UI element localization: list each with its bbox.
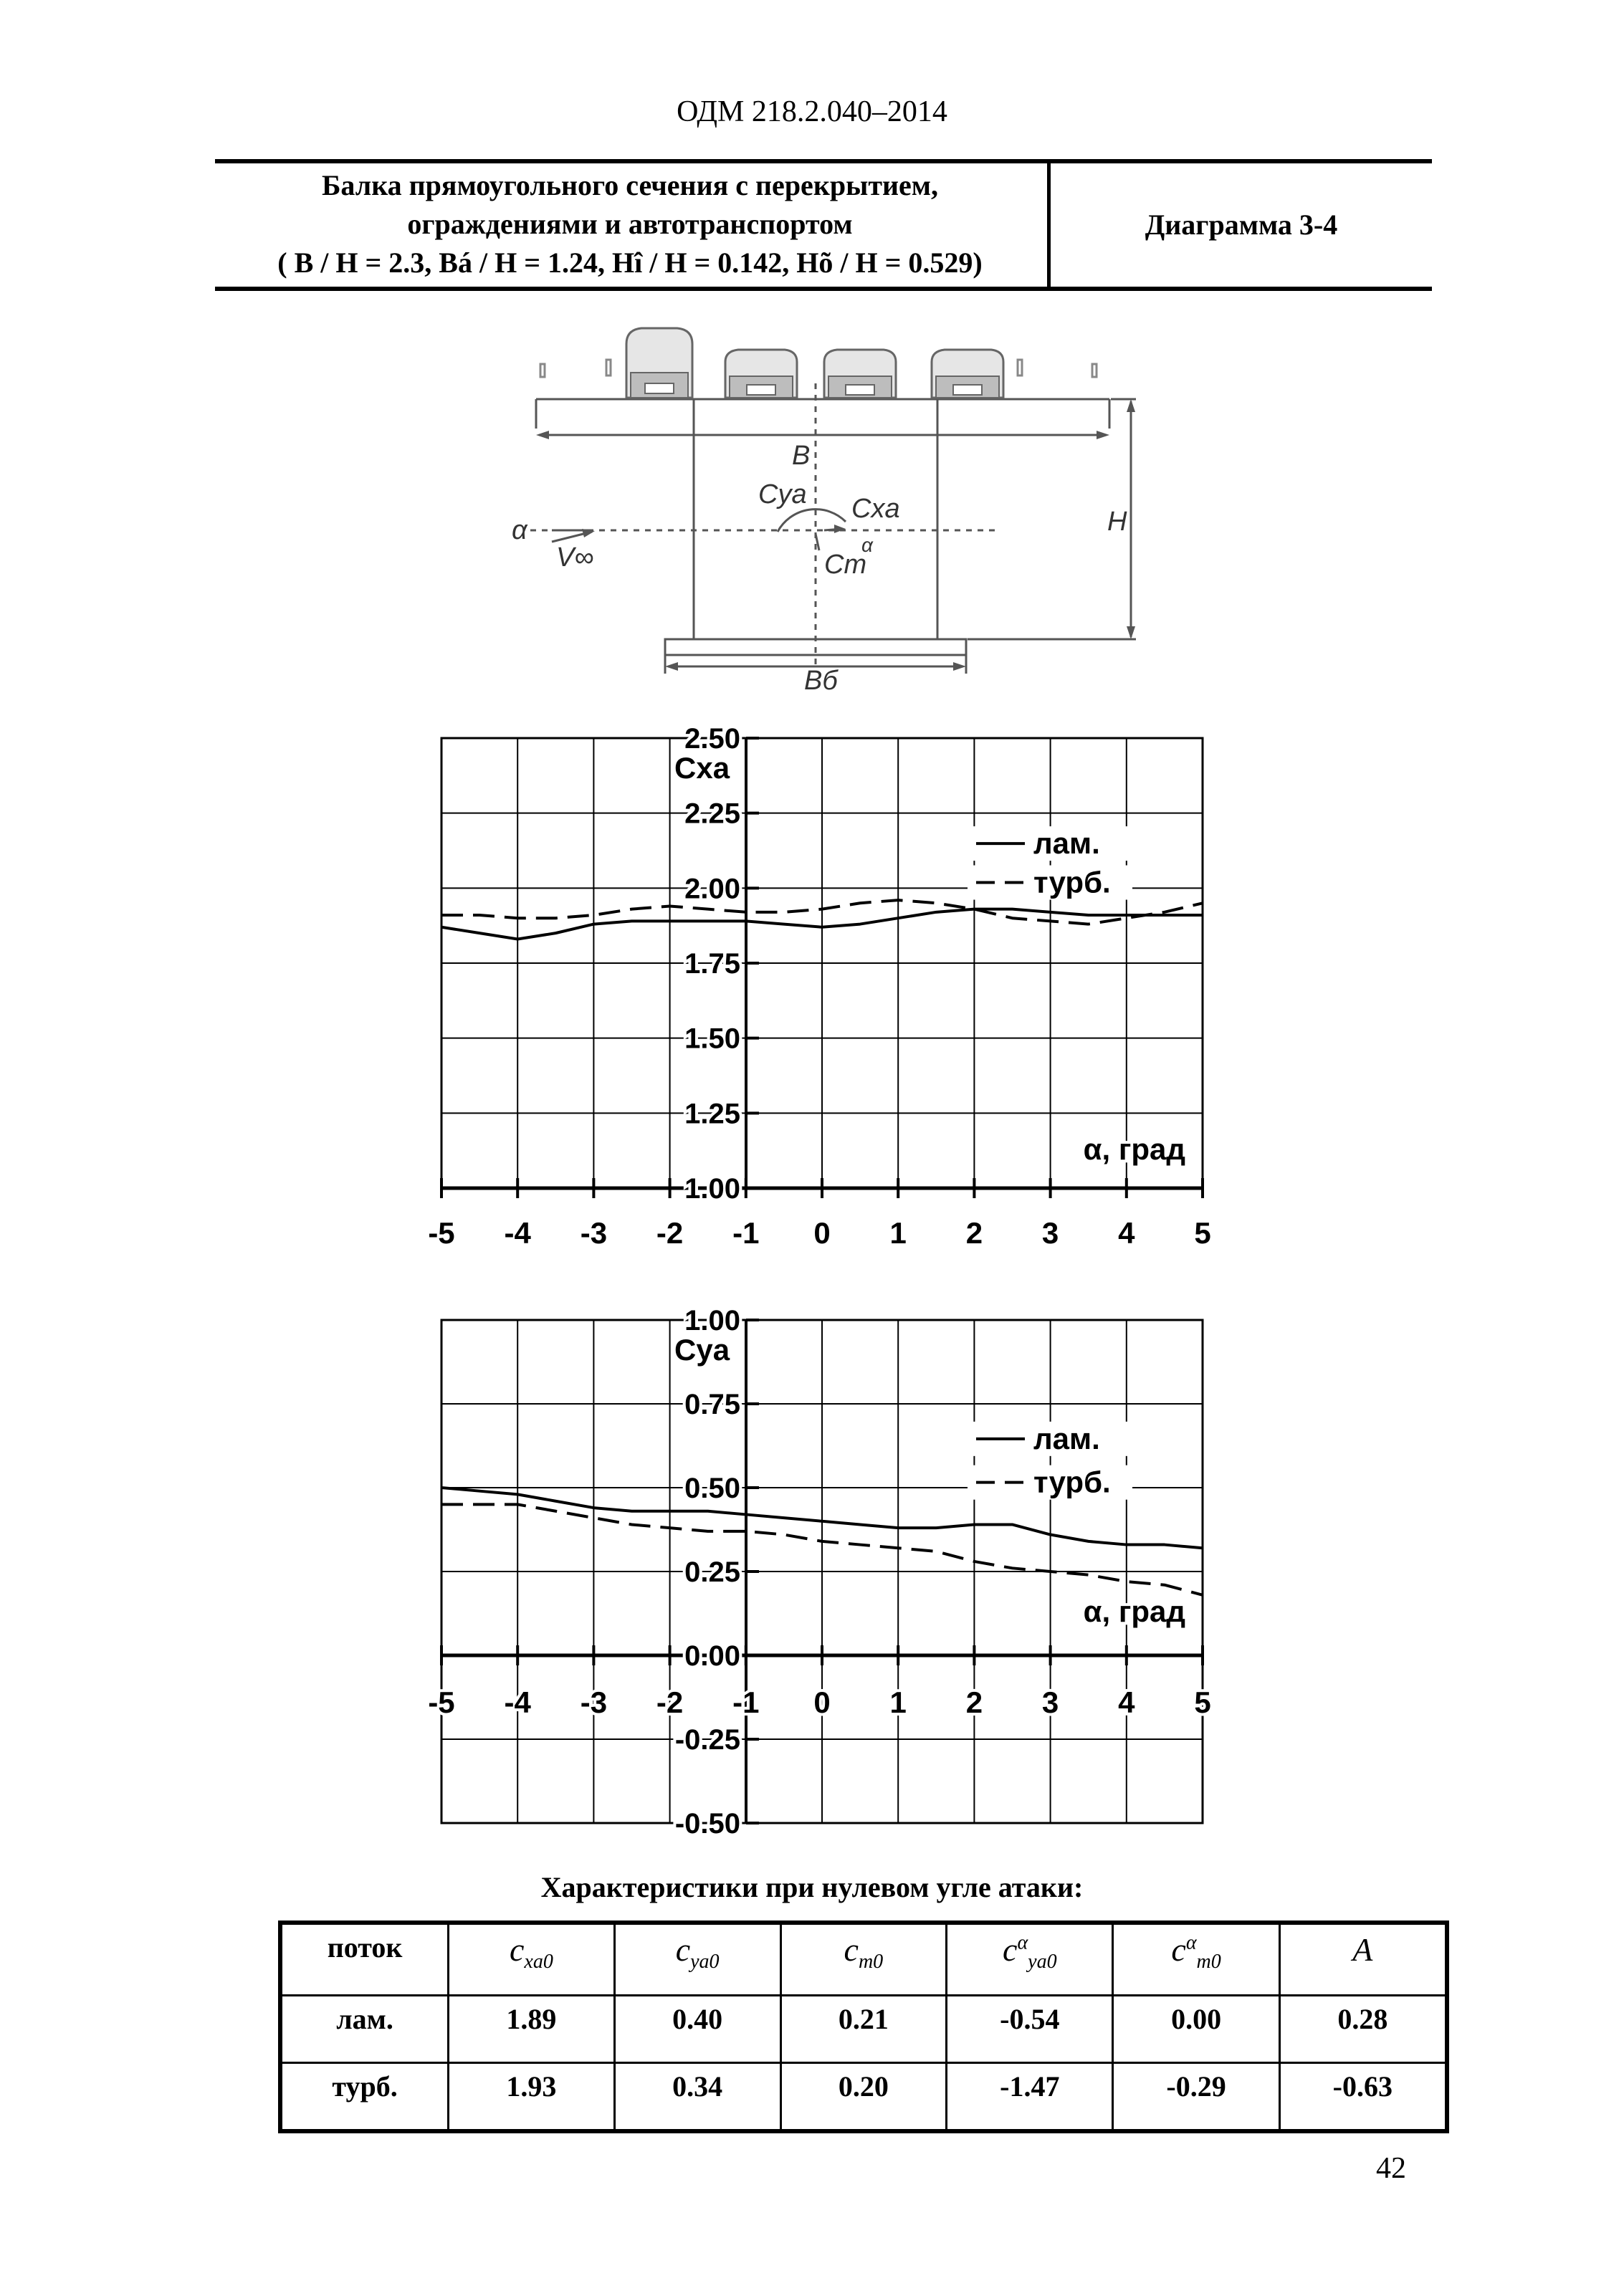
table-cell: 0.34 bbox=[614, 2063, 780, 2132]
coef-superscript: α bbox=[1185, 1931, 1197, 1954]
cxa-chart-group bbox=[428, 723, 1210, 1250]
characteristics-table bbox=[278, 1920, 1449, 2133]
y-tick-label: 0.00 bbox=[684, 1640, 740, 1672]
label-width: B bbox=[792, 441, 811, 471]
coef-subscript: m0 bbox=[858, 1951, 884, 1974]
x-tick-label: -5 bbox=[428, 1216, 455, 1250]
label-cya: Cya bbox=[758, 479, 807, 510]
coef-symbol: c bbox=[509, 1931, 525, 1968]
y-tick-label: 2.50 bbox=[684, 723, 740, 755]
y-tick-label: 1.50 bbox=[684, 1023, 740, 1055]
label-velocity: V∞ bbox=[556, 542, 594, 573]
x-tick-label: 1 bbox=[889, 1216, 907, 1250]
y-tick-label: 1.25 bbox=[684, 1098, 740, 1130]
y-tick-label: -0.25 bbox=[674, 1724, 740, 1756]
legend-label: лам. bbox=[1033, 826, 1100, 861]
table-row bbox=[280, 1996, 1447, 2063]
table-cell: 0.00 bbox=[1113, 1996, 1279, 2063]
column-header-a bbox=[1279, 1923, 1447, 1996]
table-cell: турб. bbox=[280, 2063, 449, 2132]
column-header-cm0 bbox=[780, 1923, 947, 1996]
x-tick-label: -2 bbox=[656, 1685, 684, 1719]
x-tick-label: -3 bbox=[580, 1216, 608, 1250]
y-tick-label: 0.50 bbox=[684, 1473, 740, 1504]
table-cell: 0.20 bbox=[780, 2063, 947, 2132]
table-cell: -1.47 bbox=[947, 2063, 1113, 2132]
x-tick-label: 2 bbox=[965, 1216, 983, 1250]
x-tick-label: 0 bbox=[813, 1685, 831, 1719]
x-tick-label: 1 bbox=[889, 1685, 907, 1719]
column-header-cya0-alpha bbox=[947, 1923, 1113, 1996]
y-tick-label: -0.50 bbox=[674, 1808, 740, 1840]
coef-subscript: m0 bbox=[1196, 1951, 1221, 1974]
table-cell: -0.63 bbox=[1279, 2063, 1447, 2132]
y-axis-label: Cxa bbox=[674, 751, 730, 785]
coef-symbol: c bbox=[675, 1931, 691, 1968]
column-header-cm0-alpha bbox=[1113, 1923, 1279, 1996]
x-tick-label: 5 bbox=[1194, 1685, 1211, 1719]
coef-symbol: c bbox=[1003, 1931, 1018, 1968]
x-tick-label: 0 bbox=[813, 1216, 831, 1250]
table-caption: Характеристики при нулевом угле атаки: bbox=[540, 1871, 1084, 1903]
legend-label: турб. bbox=[1033, 1465, 1111, 1499]
column-header-flow: поток bbox=[280, 1923, 449, 1996]
x-tick-label: 3 bbox=[1041, 1216, 1059, 1250]
table-cell: 0.28 bbox=[1279, 1996, 1447, 2063]
x-tick-label: 5 bbox=[1194, 1216, 1211, 1250]
x-tick-label: -4 bbox=[504, 1216, 531, 1250]
legend-label: лам. bbox=[1033, 1421, 1100, 1455]
coef-symbol: c bbox=[1171, 1931, 1186, 1968]
coef-subscript: ya0 bbox=[690, 1951, 720, 1974]
legend-label: турб. bbox=[1033, 865, 1111, 899]
table-cell: 1.89 bbox=[449, 1996, 615, 2063]
coef-symbol: A bbox=[1352, 1931, 1373, 1968]
label-alpha-moment: α bbox=[861, 534, 873, 556]
title-line-3: ( B / H = 2.3, Bá / H = 1.24, Hî / H = 0.142, Hõ / H = 0.529) bbox=[277, 247, 983, 279]
coef-superscript: α bbox=[1017, 1931, 1028, 1954]
cya-chart-group bbox=[428, 1305, 1210, 1840]
label-height: H bbox=[1107, 507, 1127, 537]
title-line-2: ограждениями и автотранспортом bbox=[407, 208, 853, 240]
y-tick-label: 0.75 bbox=[684, 1389, 740, 1420]
x-axis-label: α, град bbox=[1083, 1594, 1185, 1629]
y-axis-label: Cya bbox=[674, 1333, 730, 1367]
y-tick-label: 0.25 bbox=[684, 1556, 740, 1588]
table-cell: -0.29 bbox=[1113, 2063, 1279, 2132]
x-tick-label: -2 bbox=[656, 1216, 684, 1250]
y-tick-label: 2.25 bbox=[684, 798, 740, 830]
table-cell: 0.40 bbox=[614, 1996, 780, 2063]
x-tick-label: -5 bbox=[428, 1685, 455, 1719]
table-cell: 1.93 bbox=[449, 2063, 615, 2132]
y-tick-label: 2.00 bbox=[684, 873, 740, 905]
x-tick-label: 2 bbox=[965, 1685, 983, 1719]
x-tick-label: -3 bbox=[580, 1685, 608, 1719]
coef-subscript: ya0 bbox=[1028, 1951, 1057, 1974]
x-tick-label: -1 bbox=[732, 1685, 760, 1719]
diagram-label: Диаграмма 3-4 bbox=[1145, 209, 1338, 241]
x-tick-label: -1 bbox=[732, 1216, 760, 1250]
y-tick-label: 1.75 bbox=[684, 948, 740, 980]
table-cell: -0.54 bbox=[947, 1996, 1113, 2063]
column-header-cxa0 bbox=[449, 1923, 615, 1996]
document-code: ОДМ 218.2.040–2014 bbox=[677, 95, 947, 128]
title-line-1: Балка прямоугольного сечения с перекрытием, bbox=[321, 169, 939, 201]
label-base-width: Bб bbox=[804, 666, 838, 696]
x-tick-label: 4 bbox=[1118, 1216, 1135, 1250]
table-header-row bbox=[280, 1923, 1447, 1996]
x-tick-label: -4 bbox=[504, 1685, 531, 1719]
x-tick-label: 4 bbox=[1118, 1685, 1135, 1719]
label-cm: Cm bbox=[824, 550, 867, 580]
label-cxa: Cxa bbox=[851, 494, 900, 524]
coef-subscript: xa0 bbox=[524, 1951, 553, 1974]
page-number: 42 bbox=[1376, 2152, 1406, 2185]
table-cell: лам. bbox=[280, 1996, 449, 2063]
table-row bbox=[280, 2063, 1447, 2132]
x-axis-label: α, град bbox=[1083, 1132, 1185, 1166]
x-tick-label: 3 bbox=[1041, 1685, 1059, 1719]
coef-symbol: c bbox=[844, 1931, 859, 1968]
column-header-cya0 bbox=[614, 1923, 780, 1996]
y-tick-label: 1.00 bbox=[684, 1305, 740, 1336]
label-alpha-flow: α bbox=[512, 515, 527, 545]
y-tick-label: 1.00 bbox=[684, 1173, 740, 1205]
table-cell: 0.21 bbox=[780, 1996, 947, 2063]
